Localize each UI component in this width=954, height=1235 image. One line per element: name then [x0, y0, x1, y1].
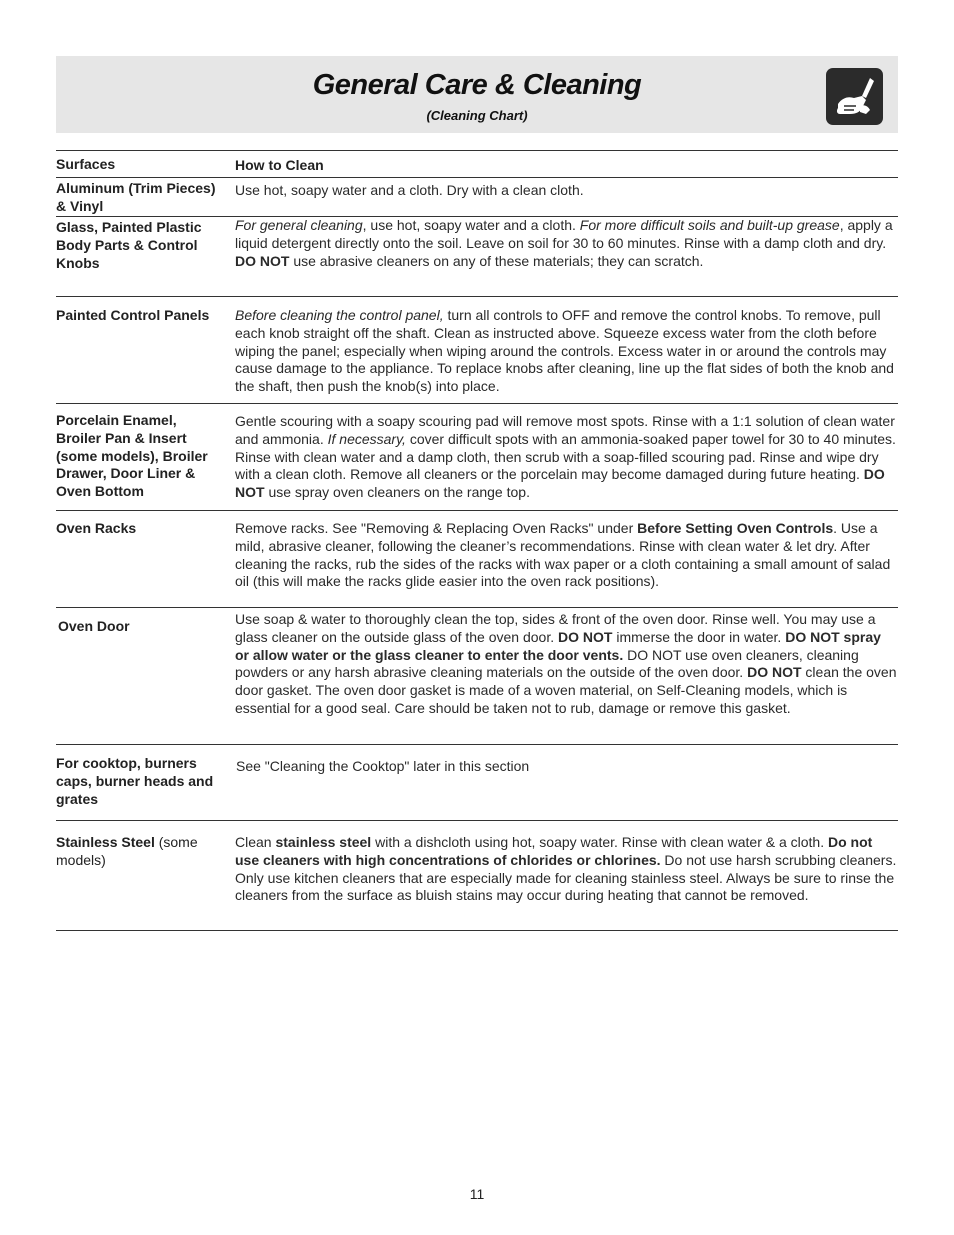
- text-run: , use hot, soapy water and a cloth.: [362, 217, 580, 233]
- text-run: Do not use cleaners with high concentrations of chlorides or chlorines.: [235, 834, 873, 868]
- text-run: clean the oven door gasket. The oven door gasket is made of a woven material, on Self-Cleaning models, which is essential for a good seal. Care should be taken not to rub, damage or remove this gasket.: [235, 664, 897, 716]
- text-run: stainless steel: [275, 834, 372, 850]
- text-run: Remove racks. See "Removing & Replacing Oven Racks" under: [235, 520, 638, 536]
- page-number: 11: [469, 1186, 485, 1202]
- how-cell: [235, 834, 898, 905]
- how-cell: [235, 611, 898, 718]
- text-run: DO NOT spray or allow water or the glass cleaner to enter the door vents.: [235, 628, 881, 663]
- surface-cell-note: (some models): [56, 834, 198, 868]
- page-subtitle: (Cleaning Chart): [426, 108, 528, 123]
- text-run: Before Setting Oven Controls: [637, 520, 834, 536]
- table-header-row: [56, 150, 898, 178]
- text-run: DO NOT use oven cleaners, cleaning powders or any harsh abrasive cleaning materials on the outside of the oven door.: [235, 646, 859, 681]
- text-run: cover difficult spots with an ammonia-soaked paper towel for 30 to 40 minutes. Rinse with clean water and a damp cloth, then scrub with a soap-filled scouring pad. Rinse and wipe dry with a clean cloth. Remove all cleaners or the porcelain may become damaged during future heating.: [235, 430, 896, 483]
- table-row: [56, 178, 898, 217]
- text-run: immerse the door in water.: [612, 628, 786, 645]
- text-run: Do not use harsh scrubbing cleaners. Only use kitchen cleaners that are especially made for cleaning stainless steel. Always be sure to rinse the cleaners from the surface as bluish stains may occur during heating that cannot be removed.: [235, 851, 897, 904]
- text-run: DO NOT: [235, 252, 290, 269]
- table-row: [56, 821, 898, 931]
- how-cell: [235, 307, 898, 396]
- text-run: use abrasive cleaners on any of these materials; they can scratch.: [289, 252, 704, 269]
- text-run: . Use a mild, abrasive cleaner, following the cleaner’s recommendations. Rinse with clean water & let dry. After cleaning the racks, rub the sides of the racks with wax paper or a cloth containing a small amount of salad oil (this will make the racks glide easier into the oven rack positions).: [235, 520, 891, 590]
- header-how-to-clean: How to Clean: [235, 157, 324, 173]
- surface-cell: Oven Racks: [56, 520, 137, 536]
- surface-cell: Painted Control Panels: [56, 307, 210, 323]
- surface-cell: Porcelain Enamel, Broiler Pan & Insert (some models), Broiler Drawer, Door Liner & Oven Bottom: [56, 412, 208, 500]
- text-run: DO NOT: [558, 628, 613, 645]
- text-run: For general cleaning: [235, 217, 363, 233]
- text-run: turn all controls to OFF and remove the control knobs. To remove, pull each knob straight off the shaft. Clean as instructed above. Squeeze excess water from the cloth before wiping the panel; especially when wiping around the controls. Excess water in or around the controls may cause damage to the appliance. To replace knobs after cleaning, line up the flat sides of both the knob and the shaft, then push the knob(s) into place.: [235, 307, 894, 395]
- table-row: [56, 608, 898, 745]
- table-row: [56, 404, 898, 511]
- table-row: [56, 511, 898, 608]
- text-run: Gentle scouring with a soapy scouring pad will remove most spots. Rinse with a 1:1 solution of clean water and ammonia.: [235, 413, 895, 447]
- surface-cell: [56, 834, 221, 870]
- table-row: [56, 217, 898, 297]
- table-row: [56, 297, 898, 404]
- page-header: [56, 56, 898, 133]
- text-run: DO NOT: [747, 664, 802, 681]
- surface-cell: Aluminum (Trim Pieces) & Vinyl: [56, 180, 216, 214]
- cleaning-chart-table: [56, 150, 898, 931]
- text-run: , apply a liquid detergent directly onto the soil. Leave on soil for 30 to 60 minutes. Rinse with a damp cloth and dry.: [235, 217, 893, 251]
- surface-cell-bold: Stainless Steel: [56, 834, 155, 850]
- text-run: For more difficult soils and built-up grease: [579, 217, 840, 233]
- text-run: Before cleaning the control panel,: [235, 307, 444, 323]
- text-run: with a dishcloth using hot, soapy water. Rinse with clean water & a cloth.: [371, 834, 828, 850]
- how-cell: [235, 217, 898, 270]
- text-run: Use soap & water to thoroughly clean the top, sides & front of the oven door. Rinse well. You may use a glass cleaner on the outside glass of the oven door.: [235, 611, 876, 645]
- how-cell: See "Cleaning the Cooktop" later in this section: [236, 758, 530, 774]
- page-title: General Care & Cleaning: [312, 69, 642, 101]
- how-cell: [235, 520, 898, 591]
- header-surfaces: Surfaces: [56, 156, 116, 172]
- text-run: use spray oven cleaners on the range top.: [264, 484, 530, 501]
- how-cell: Use hot, soapy water and a cloth. Dry with a clean cloth.: [235, 182, 584, 198]
- text-run: DO NOT: [235, 466, 885, 501]
- table-row: [56, 745, 898, 821]
- surface-cell: For cooktop, burners caps, burner heads and grates: [56, 755, 214, 807]
- text-run: If necessary,: [327, 430, 406, 447]
- cleaning-hand-icon: [826, 68, 883, 125]
- text-run: Clean: [235, 834, 276, 850]
- surface-cell: Glass, Painted Plastic Body Parts & Control Knobs: [56, 219, 202, 271]
- how-cell: [235, 413, 898, 502]
- surface-cell: Oven Door: [58, 618, 130, 634]
